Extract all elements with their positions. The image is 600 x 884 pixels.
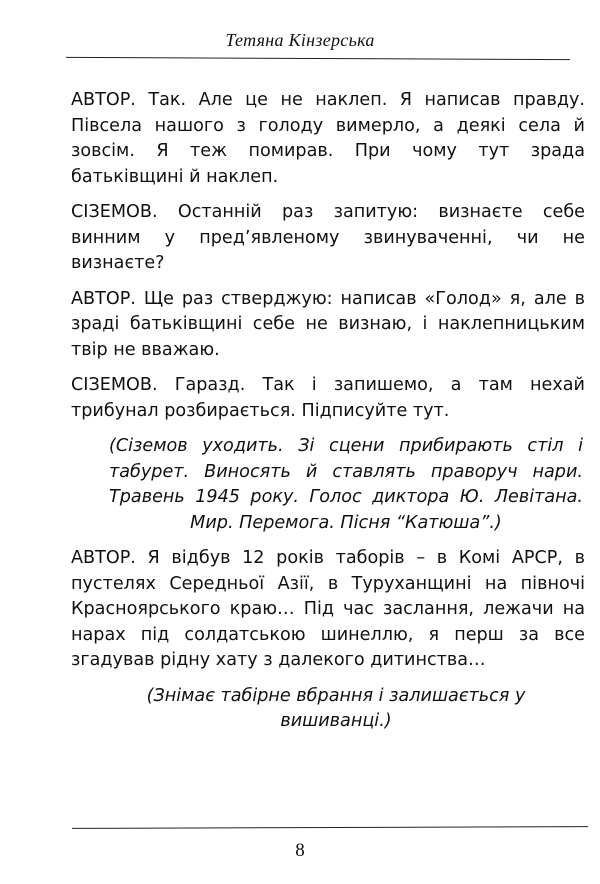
page-number: 8 xyxy=(295,840,305,861)
dialogue-paragraph: АВТОР. Я відбув 12 років таборів – в Комі АРСР, в пустелях Середньої Азії, в Туруханщині на півночі Красноярського краю… Під час заслання, лежачи на нарах під солдатською шинеллю, я перш за все згадував рідну хату з далекого дитинства… xyxy=(71,548,585,670)
stage-direction: (Сіземов уходить. Зі сцени прибирають стіл і табурет. Виносять й ставлять праворуч нари. Травень 1945 року. Голос диктора Ю. Левітана. Мир. Перемога. Пісня “Катюша”.) xyxy=(109,436,583,533)
stage-direction: (Знімає табірне вбрання і залишається у вишиванці.) xyxy=(146,685,526,731)
running-header: Тетяна Кінзерська xyxy=(225,30,375,50)
dialogue-paragraph: АВТОР. Так. Але це не наклеп. Я написав правду. Півсела нашого з голоду вимерло, а деякі села й зовсім. Я теж помирав. При чому тут зрада батьківщині й наклеп. xyxy=(71,90,585,187)
footer-rule xyxy=(72,826,588,829)
page-body xyxy=(71,88,585,745)
dialogue-paragraph: СІЗЕМОВ. Останній раз запитую: визнаєте себе винним у пред’явленому звинуваченні, чи не визнаєте? xyxy=(71,202,585,273)
dialogue-paragraph: СІЗЕМОВ. Гаразд. Так і запишемо, а там нехай трибунал розбирається. Підписуйте тут. xyxy=(71,375,585,421)
header-rule xyxy=(66,57,570,60)
dialogue-paragraph: АВТОР. Ще раз стверджую: написав «Голод» я, але в зраді батьківщині себе не визнаю, і наклепницьким твір не вважаю. xyxy=(71,288,585,360)
